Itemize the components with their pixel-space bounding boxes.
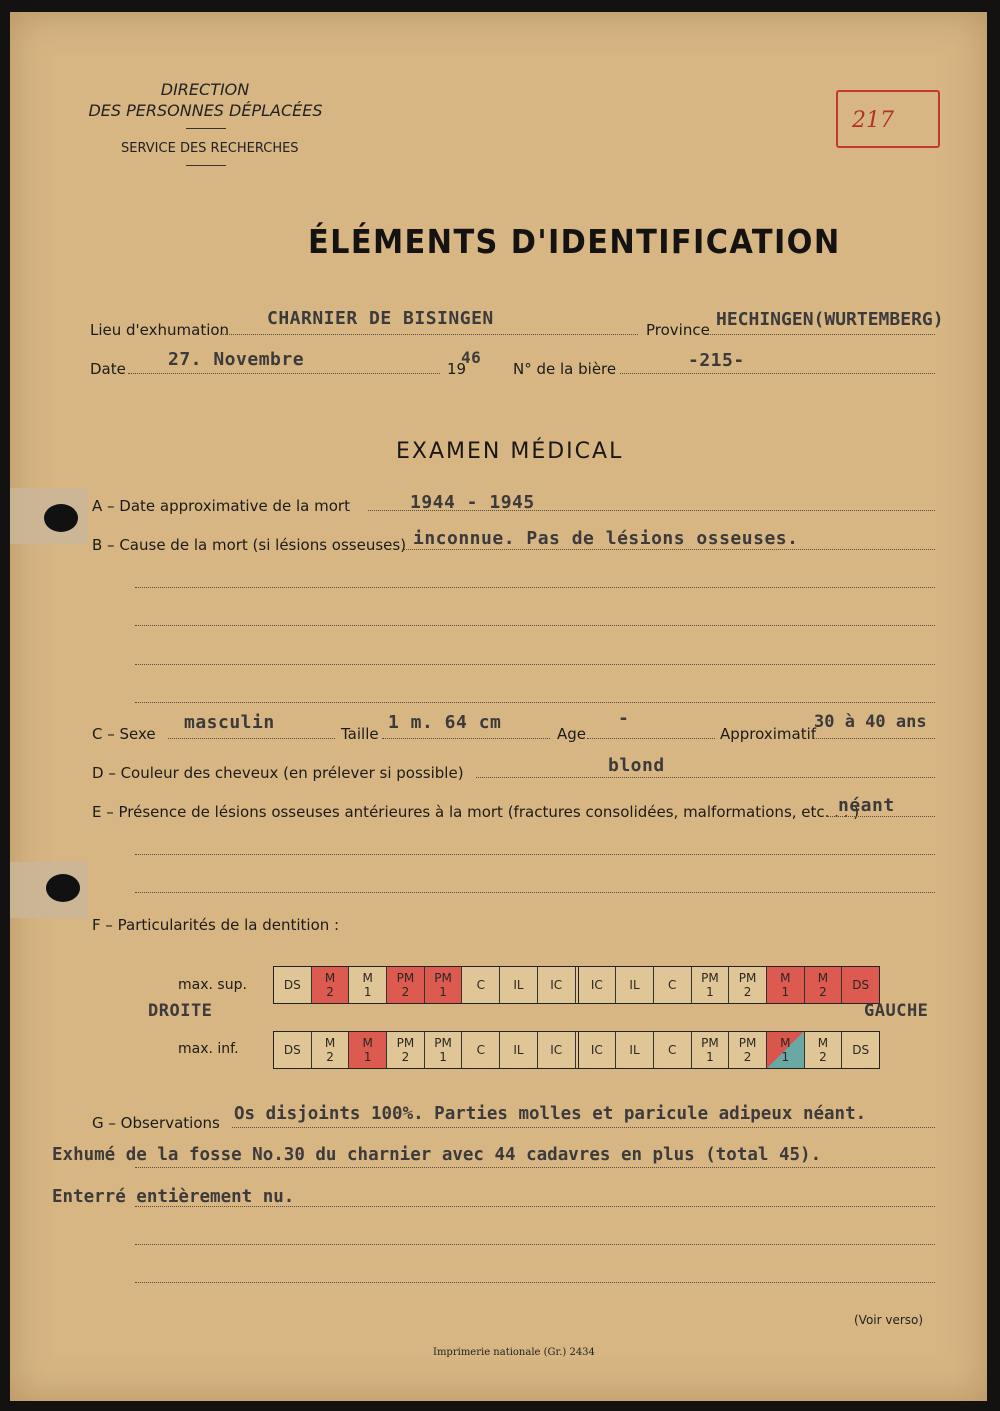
- printer-imprint: Imprimerie nationale (Gr.) 2434: [433, 1347, 595, 1358]
- lower-tooth-8: [538, 1032, 576, 1068]
- tooth-code: M: [780, 971, 791, 985]
- page-title: ÉLÉMENTS D'IDENTIFICATION: [308, 222, 841, 261]
- max-inf-label: max. inf.: [178, 1041, 239, 1057]
- province-line: [707, 334, 935, 335]
- sexe-value: masculin: [184, 712, 275, 733]
- tooth-number: 1: [439, 985, 447, 999]
- taille-line: [382, 738, 550, 739]
- tooth-code: M: [780, 1036, 791, 1050]
- date-label: Date: [90, 360, 126, 378]
- upper-tooth-7: [500, 967, 538, 1003]
- tooth-number: 1: [706, 985, 714, 999]
- tooth-code: PM: [701, 971, 719, 985]
- lower-tooth-6: [462, 1032, 500, 1068]
- tooth-code: IL: [513, 1043, 524, 1057]
- lower-tooth-1: [274, 1032, 312, 1068]
- field-f-label: F – Particularités de la dentition :: [92, 916, 340, 934]
- upper-tooth-10: [616, 967, 654, 1003]
- tooth-number: 2: [401, 985, 410, 999]
- lower-tooth-10: [616, 1032, 654, 1068]
- lieu-line: [220, 334, 638, 335]
- tooth-code: PM: [434, 971, 452, 985]
- upper-tooth-1: [274, 967, 312, 1003]
- lower-tooth-13: [729, 1032, 767, 1068]
- tooth-code: M: [817, 1036, 829, 1050]
- upper-tooth-4: [387, 967, 425, 1003]
- tooth-code: IL: [629, 978, 640, 992]
- upper-tooth-12: [692, 967, 730, 1003]
- tooth-code: DS: [283, 1043, 301, 1057]
- date-value: 27. Novembre: [168, 349, 305, 370]
- upper-tooth-13: [729, 967, 767, 1003]
- tooth-number: 1: [781, 985, 790, 999]
- taille-label: Taille: [341, 725, 379, 743]
- field-d-label: D – Couleur des cheveux (en prélever si possible): [92, 764, 464, 782]
- field-e-line-2: [135, 854, 935, 855]
- lower-tooth-2: [312, 1032, 350, 1068]
- sexe-line: [168, 738, 335, 739]
- upper-tooth-8: [538, 967, 576, 1003]
- tooth-code: DS: [283, 978, 301, 992]
- lower-dentition-chart: [273, 1031, 880, 1069]
- observations-label: G – Observations: [92, 1114, 220, 1132]
- field-e-value: néant: [838, 795, 895, 816]
- upper-tooth-6: [462, 967, 500, 1003]
- tooth-code: PM: [434, 1036, 452, 1050]
- header-rule-1: [186, 128, 226, 129]
- province-label: Province: [646, 321, 710, 339]
- upper-tooth-11: [654, 967, 692, 1003]
- tooth-number: 1: [706, 1050, 714, 1064]
- upper-tooth-9: [578, 967, 617, 1003]
- lower-tooth-14: [767, 1032, 805, 1068]
- voir-verso: (Voir verso): [854, 1313, 924, 1327]
- obs-text-3: Enterré entièrement nu.: [52, 1187, 295, 1207]
- tooth-code: M: [324, 1036, 336, 1050]
- lower-tooth-3: [349, 1032, 387, 1068]
- tooth-number: 2: [819, 1050, 827, 1064]
- tooth-code: IC: [590, 1043, 603, 1057]
- taille-value: 1 m. 64 cm: [388, 712, 502, 733]
- tooth-code: IC: [550, 1043, 563, 1057]
- tooth-code: DS: [852, 978, 870, 992]
- province-value: HECHINGEN(WURTEMBERG): [716, 309, 944, 330]
- tooth-code: M: [324, 971, 336, 985]
- tooth-code: DS: [852, 1043, 870, 1057]
- upper-tooth-15: [805, 967, 843, 1003]
- droite-label: DROITE: [148, 1001, 213, 1021]
- punch-hole-top: [44, 504, 78, 532]
- tooth-number: 1: [363, 985, 372, 999]
- biere-label: N° de la bière: [513, 360, 617, 378]
- org-line-1: DIRECTION: [160, 80, 250, 99]
- gauche-label: GAUCHE: [864, 1001, 929, 1021]
- obs-text-1: Os disjoints 100%. Parties molles et paricule adipeux néant.: [234, 1104, 867, 1124]
- lower-tooth-9: [578, 1032, 617, 1068]
- approx-value: 30 à 40 ans: [814, 712, 927, 732]
- tooth-code: IL: [513, 978, 524, 992]
- tooth-number: 2: [743, 1050, 752, 1064]
- header-rule-2: [186, 165, 226, 166]
- tooth-number: 2: [326, 1050, 334, 1064]
- tooth-code: C: [668, 1043, 677, 1057]
- lower-tooth-7: [500, 1032, 538, 1068]
- tooth-code: C: [476, 978, 485, 992]
- age-line: [587, 738, 715, 739]
- lieu-value: CHARNIER DE BISINGEN: [267, 308, 494, 329]
- reference-stamp: [836, 90, 940, 148]
- field-c-label: C – Sexe: [92, 725, 156, 743]
- obs-line-2: [135, 1167, 935, 1168]
- tooth-code: M: [362, 971, 373, 985]
- tooth-code: M: [817, 971, 829, 985]
- field-a-label: A – Date approximative de la mort: [92, 497, 350, 515]
- biere-line: [620, 373, 935, 374]
- field-d-value: blond: [608, 755, 665, 776]
- upper-tooth-5: [425, 967, 463, 1003]
- field-d-line: [476, 777, 935, 778]
- section-title: EXAMEN MÉDICAL: [396, 439, 624, 464]
- field-b-label: B – Cause de la mort (si lésions osseuses): [92, 536, 407, 554]
- tooth-number: 1: [439, 1050, 447, 1064]
- lower-tooth-12: [692, 1032, 730, 1068]
- field-b-line-3: [135, 625, 935, 626]
- tooth-number: 1: [363, 1050, 372, 1064]
- lower-tooth-16: [842, 1032, 879, 1068]
- tooth-code: IC: [590, 978, 603, 992]
- tooth-number: 2: [326, 985, 334, 999]
- tooth-code: PM: [396, 1036, 415, 1050]
- age-value: -: [618, 708, 630, 729]
- lower-tooth-11: [654, 1032, 692, 1068]
- tooth-code: IL: [629, 1043, 640, 1057]
- upper-tooth-16: [842, 967, 879, 1003]
- lower-tooth-15: [805, 1032, 843, 1068]
- tooth-code: PM: [396, 971, 415, 985]
- punch-hole-bottom: [46, 874, 80, 902]
- field-b-line-5: [135, 702, 935, 703]
- tooth-number: 1: [781, 1050, 790, 1064]
- biere-value: -215-: [688, 350, 745, 371]
- field-b-line-4: [135, 664, 935, 665]
- obs-text-2: Exhumé de la fosse No.30 du charnier avec 44 cadavres en plus (total 45).: [52, 1145, 822, 1165]
- service-name: SERVICE DES RECHERCHES: [121, 141, 299, 156]
- tooth-code: PM: [738, 971, 757, 985]
- age-label: Age: [557, 725, 587, 743]
- field-a-value: 1944 - 1945: [410, 492, 535, 513]
- field-b-value: inconnue. Pas de lésions osseuses.: [413, 528, 799, 549]
- lower-tooth-4: [387, 1032, 425, 1068]
- field-e-line-3: [135, 892, 935, 893]
- obs-line-1: [232, 1127, 935, 1128]
- date-line: [128, 373, 440, 374]
- tooth-code: C: [668, 978, 677, 992]
- tooth-number: 2: [401, 1050, 410, 1064]
- obs-line-4: [135, 1244, 935, 1245]
- approx-line: [812, 738, 935, 739]
- tooth-code: M: [362, 1036, 373, 1050]
- stamp-number: 217: [852, 108, 894, 133]
- org-line-2: DES PERSONNES DÉPLACÉES: [88, 101, 323, 120]
- tooth-code: C: [476, 1043, 485, 1057]
- upper-tooth-3: [349, 967, 387, 1003]
- lieu-label: Lieu d'exhumation: [90, 321, 230, 339]
- tooth-code: PM: [701, 1036, 719, 1050]
- field-b-line-2: [135, 587, 935, 588]
- upper-tooth-2: [312, 967, 350, 1003]
- field-e-label: E – Présence de lésions osseuses antérieures à la mort (fractures consolidées, malformations, etc. . . ): [92, 803, 860, 821]
- obs-line-5: [135, 1282, 935, 1283]
- year-prefix: 19: [447, 360, 467, 378]
- tooth-number: 2: [743, 985, 752, 999]
- max-sup-label: max. sup.: [178, 977, 247, 993]
- field-b-line: [404, 549, 935, 550]
- year-value: 46: [461, 348, 482, 367]
- field-e-line: [826, 816, 935, 817]
- tooth-code: IC: [550, 978, 563, 992]
- approx-label: Approximatif: [720, 725, 817, 743]
- upper-tooth-14: [767, 967, 805, 1003]
- lower-tooth-5: [425, 1032, 463, 1068]
- tooth-code: PM: [738, 1036, 757, 1050]
- tooth-number: 2: [819, 985, 827, 999]
- upper-dentition-chart: [273, 966, 880, 1004]
